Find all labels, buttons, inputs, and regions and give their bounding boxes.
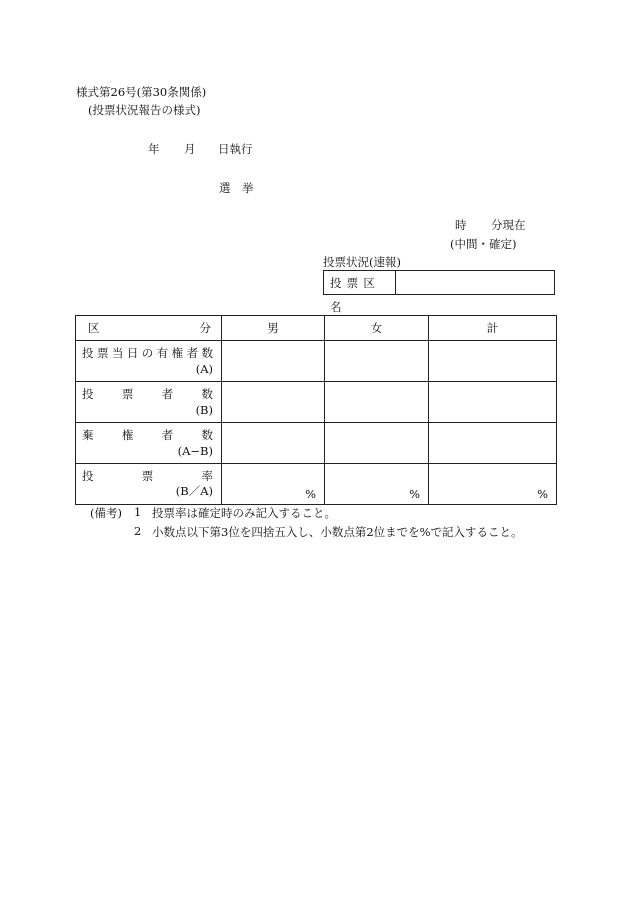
table-row [76, 423, 557, 464]
row-label-char: 投 [82, 469, 94, 483]
row-label-char: 数 [201, 346, 213, 360]
row-sub-label: (A) [195, 362, 213, 376]
row-label-char: 権 [171, 346, 184, 360]
vote-status-table [75, 315, 557, 505]
form-number: 様式第26号(第30条関係) [76, 85, 207, 99]
row-label-char: 票 [121, 387, 134, 401]
header-total: 計 [429, 316, 557, 341]
time-hour: 時 [455, 218, 467, 232]
report-title: 投票状況(速報) [323, 255, 401, 269]
district-label: 投票区名 [324, 271, 396, 294]
row-label [82, 345, 213, 361]
row-label-char: 投 [82, 346, 94, 360]
table-row [76, 464, 557, 505]
row-label-char: 投 [82, 387, 94, 401]
note-number: 2 [134, 524, 142, 538]
row-label-char: 数 [201, 387, 213, 401]
row-label [82, 386, 213, 402]
header-female: 女 [325, 316, 429, 341]
cell-value: % [537, 487, 548, 501]
row-label-char: 数 [201, 428, 213, 442]
note-text: 小数点以下第3位を四捨五入し、小数点第2位までを%で記入すること。 [152, 525, 523, 539]
cell-male[interactable] [222, 341, 325, 382]
date-month: 月 [184, 142, 196, 156]
row-label-char: 者 [161, 387, 174, 401]
date-executed: 日執行 [218, 142, 253, 156]
cell-male[interactable] [222, 382, 325, 423]
cell-total[interactable] [429, 464, 557, 505]
row-label-char: 票 [141, 469, 154, 483]
cell-female[interactable] [325, 382, 429, 423]
table-row [76, 382, 557, 423]
row-label-cell [76, 423, 222, 464]
row-label-cell [76, 341, 222, 382]
election-name: 選 挙 [219, 181, 254, 195]
row-label-char: 票 [96, 346, 109, 360]
row-label-cell [76, 464, 222, 505]
header-male: 男 [222, 316, 325, 341]
header-category [76, 316, 222, 341]
district-value[interactable] [396, 271, 554, 294]
row-sub-label: (A−B) [177, 444, 213, 458]
form-subtitle: (投票状況報告の様式) [88, 103, 201, 117]
cell-value: % [409, 487, 420, 501]
notes-label: (備考) [90, 506, 122, 520]
row-label [82, 427, 213, 443]
row-label-char: の [141, 346, 154, 360]
header-category-char: 分 [199, 321, 211, 335]
cell-value: % [305, 487, 316, 501]
cell-female[interactable] [325, 464, 429, 505]
cell-female[interactable] [325, 341, 429, 382]
date-year: 年 [148, 142, 160, 156]
row-label-char: 棄 [82, 428, 94, 442]
row-label-cell [76, 382, 222, 423]
cell-male[interactable] [222, 464, 325, 505]
row-label [82, 468, 213, 484]
cell-total[interactable] [429, 382, 557, 423]
row-label-char: 率 [201, 469, 213, 483]
table-row [76, 341, 557, 382]
cell-male[interactable] [222, 423, 325, 464]
table-header-row [76, 316, 557, 341]
row-label-char: 者 [186, 346, 199, 360]
status-label: (中間・確定) [450, 237, 517, 251]
time-minute: 分現在 [491, 218, 526, 232]
cell-total[interactable] [429, 423, 557, 464]
row-sub-label: (B／A) [175, 484, 213, 498]
cell-female[interactable] [325, 423, 429, 464]
row-label-char: 者 [161, 428, 174, 442]
note-number: 1 [134, 505, 142, 519]
row-label-char: 権 [121, 428, 134, 442]
row-label-char: 日 [126, 346, 139, 360]
row-label-char: 有 [156, 346, 169, 360]
header-category-char: 区 [88, 321, 100, 335]
row-sub-label: (B) [195, 403, 213, 417]
note-text: 投票率は確定時のみ記入すること。 [152, 506, 336, 520]
district-box [323, 270, 555, 314]
row-label-char: 当 [111, 346, 124, 360]
cell-total[interactable] [429, 341, 557, 382]
